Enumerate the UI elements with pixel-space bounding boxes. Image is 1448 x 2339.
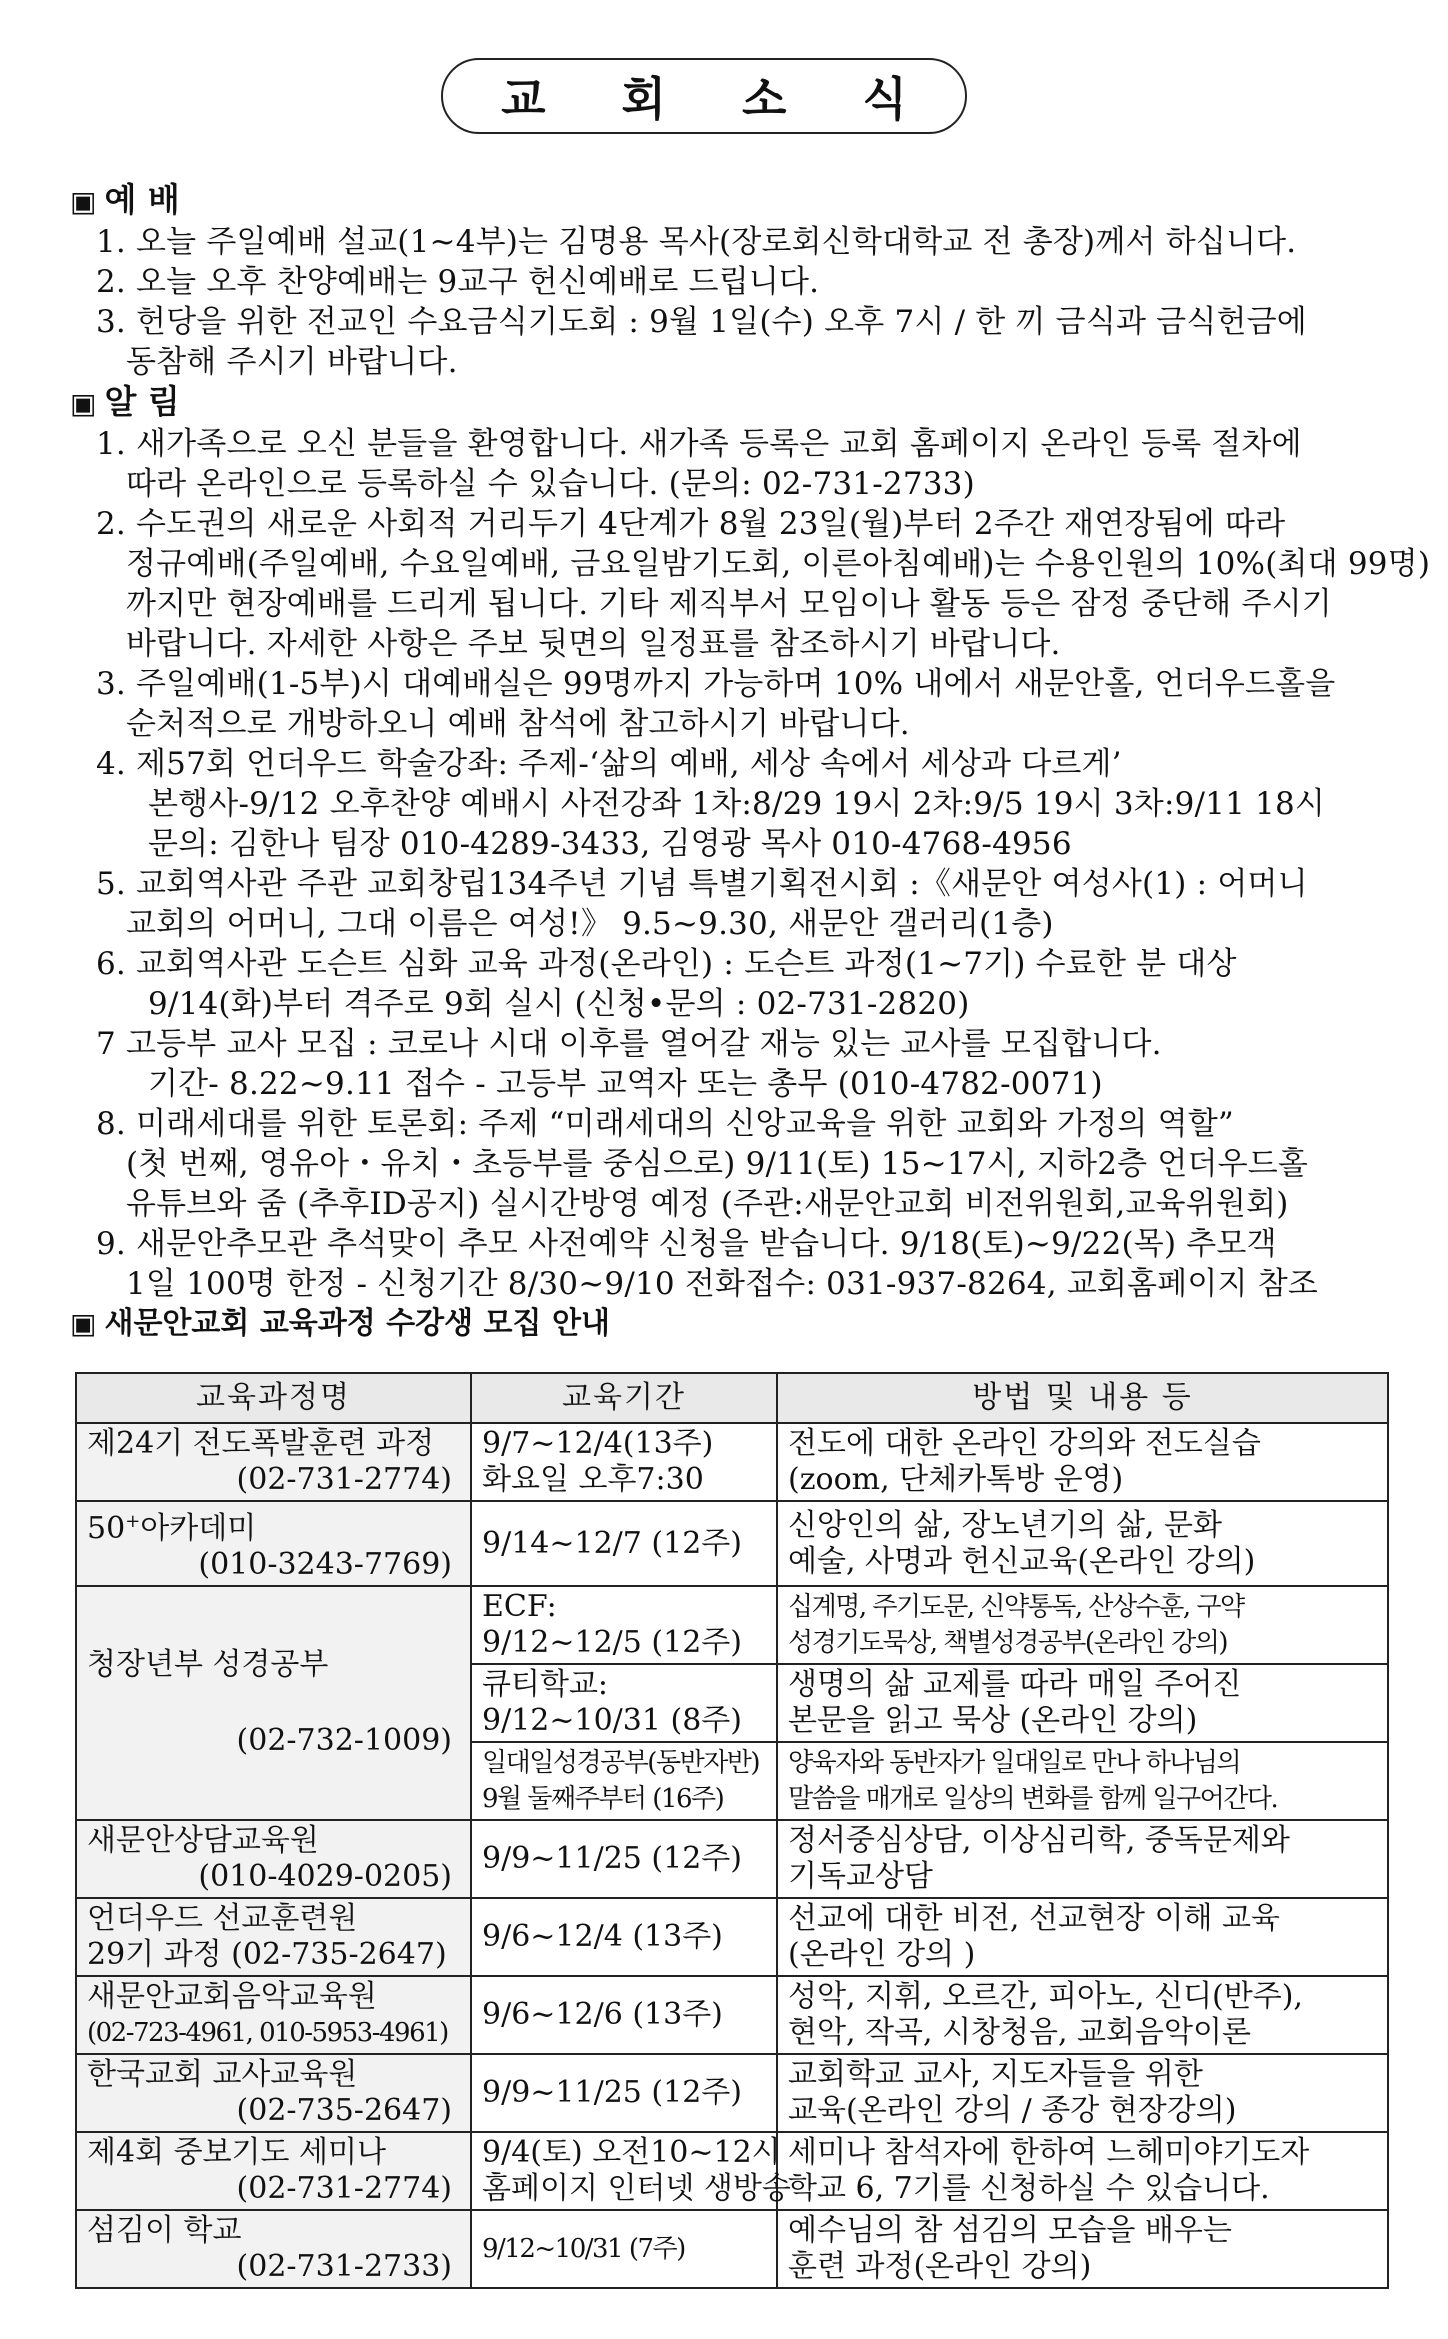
- list-item: [70, 222, 1370, 262]
- table-row: [76, 1820, 1388, 1898]
- cell-line: 9/7~12/4(13주): [482, 1426, 714, 1461]
- course-name-cell: [76, 1976, 471, 2054]
- bulletin-content: [70, 180, 1431, 1344]
- cell-line: 말씀을 매개로 일상의 변화를 함께 일구어간다.: [788, 1784, 1278, 1814]
- course-name: 새문안상담교육원: [87, 1823, 319, 1858]
- item-line: 5. 교회역사관 주관 교회창립134주년 기념 특별기획전시회 :《새문안 여성사(1) : 어머니: [96, 866, 1308, 902]
- item-line: 2. 오늘 오후 찬양예배는 9교구 헌신예배로 드립니다.: [96, 264, 820, 300]
- cell-line: 학교 6, 7기를 신청하실 수 있습니다.: [788, 2171, 1270, 2206]
- table-row: [76, 1976, 1388, 2054]
- course-content-cell: [777, 2054, 1388, 2132]
- cell-line: 성악, 지휘, 오르간, 피아노, 신디(반주),: [788, 1979, 1303, 2014]
- cell-line: 생명의 삶 교제를 따라 매일 주어진: [788, 1667, 1242, 1702]
- course-content-cell: [777, 1976, 1388, 2054]
- item-line: 4. 제57회 언더우드 학술강좌: 주제-‘삶의 예배, 세상 속에서 세상과 다르게’: [96, 746, 1122, 782]
- item-line: (첫 번째, 영유아・유치・초등부를 중심으로) 9/11(토) 15~17시, 지하2층 언더우드홀: [126, 1146, 1309, 1182]
- item-line: 9. 새문안추모관 추석맞이 추모 사전예약 신청을 받습니다. 9/18(토)~9/22(목) 추모객: [96, 1226, 1277, 1262]
- cell-line: 세미나 참석자에 한하여 느헤미야기도자: [788, 2135, 1310, 2170]
- course-name: 제24기 전도폭발훈련 과정: [87, 1426, 435, 1461]
- section-heading-notice: ▣ 알 림: [70, 382, 180, 421]
- item-line: 기간- 8.22~9.11 접수 - 고등부 교역자 또는 총무 (010-4782-0071): [148, 1066, 1103, 1102]
- course-name-cell: [76, 2132, 471, 2210]
- section-heading-education: ▣ 새문안교회 교육과정 수강생 모집 안내: [70, 1306, 610, 1341]
- item-line: 정규예배(주일예배, 수요일예배, 금요일밤기도회, 이른아침예배)는 수용인원의 10%(최대 99명): [126, 546, 1431, 582]
- cell-line: 신앙인의 삶, 장노년기의 삶, 문화: [788, 1507, 1222, 1543]
- item-line: 본행사-9/12 오후찬양 예배시 사전강좌 1차:8/29 19시 2차:9/5 19시 3차:9/11 18시: [148, 786, 1326, 822]
- course-period-cell: [471, 1423, 777, 1501]
- cell-line: 교회학교 교사, 지도자들을 위한: [788, 2057, 1203, 2092]
- course-phone: (02-735-2647): [236, 2093, 452, 2128]
- course-contact: (02-723-4961, 010-5953-4961): [87, 2018, 448, 2048]
- cell-line: (온라인 강의 ): [788, 1937, 976, 1972]
- square-bullet-icon: ▣: [70, 1307, 97, 1340]
- item-line: 3. 헌당을 위한 전교인 수요금식기도회 : 9월 1일(수) 오후 7시 / 한 끼 금식과 금식헌금에: [96, 304, 1307, 340]
- course-phone: (02-732-1009): [236, 1723, 452, 1758]
- header-period: 교육기간: [471, 1373, 777, 1423]
- cell-line: 9월 둘째주부터 (16주): [482, 1784, 724, 1814]
- list-item: [70, 1224, 1370, 1304]
- table-row: [76, 2054, 1388, 2132]
- table-row: [76, 2210, 1388, 2288]
- cell-line: 본문을 읽고 묵상 (온라인 강의): [788, 1703, 1198, 1738]
- item-line: 7 고등부 교사 모집 : 코로나 시대 이후를 열어갈 재능 있는 교사를 모집합니다.: [96, 1026, 1162, 1062]
- list-item: [70, 664, 1370, 744]
- square-bullet-icon: ▣: [70, 387, 97, 420]
- course-name-cell: [76, 2054, 471, 2132]
- table-header-row: [76, 1373, 1388, 1423]
- item-line: 바랍니다. 자세한 사항은 주보 뒷면의 일정표를 참조하시기 바랍니다.: [126, 626, 1061, 662]
- table-row: [76, 1501, 1388, 1586]
- course-name-cell: [76, 1820, 471, 1898]
- table-row: [76, 1898, 1388, 1976]
- list-item: [70, 302, 1370, 382]
- item-line: 9/14(화)부터 격주로 9회 실시 (신청•문의 : 02-731-2820): [148, 986, 970, 1022]
- cell-line: 9/4(토) 오전10~12시: [482, 2135, 781, 2170]
- header-course-name: 교육과정명: [76, 1373, 471, 1423]
- cell-line: 9/12~10/31 (7주): [482, 2234, 685, 2264]
- header-content: 방법 및 내용 등: [777, 1373, 1388, 1423]
- course-phone: (010-3243-7769): [198, 1547, 452, 1582]
- cell-line: 훈련 과정(온라인 강의): [788, 2249, 1092, 2284]
- course-name: 한국교회 교사교육원: [87, 2057, 358, 2092]
- list-item: [70, 262, 1370, 302]
- course-content-cell: [777, 1664, 1388, 1742]
- item-line: 교회의 어머니, 그대 이름은 여성!》 9.5~9.30, 새문안 갤러리(1층): [126, 906, 1054, 942]
- course-name-cell: [76, 1423, 471, 1501]
- course-period-cell: [471, 1586, 777, 1664]
- item-line: 유튜브와 줌 (추후ID공지) 실시간방영 예정 (주관:새문안교회 비전위원회,교육위원회): [126, 1186, 1289, 1222]
- course-content-cell: [777, 1586, 1388, 1664]
- cell-line: 예술, 사명과 헌신교육(온라인 강의): [788, 1543, 1256, 1579]
- cell-line: (zoom, 단체카톡방 운영): [788, 1462, 1124, 1497]
- page-title: 교 회 소 식: [501, 72, 937, 126]
- list-item: [70, 944, 1370, 1024]
- cell-line: 일대일성경공부(동반자반): [482, 1748, 760, 1778]
- list-item: [70, 1104, 1370, 1224]
- title-banner: [441, 58, 967, 134]
- list-item: [70, 424, 1370, 504]
- cell-line: 9/9~11/25 (12주): [482, 1841, 742, 1876]
- cell-line: 성경기도묵상, 책별성경공부(온라인 강의): [788, 1628, 1228, 1658]
- cell-line: 9/6~12/4 (13주): [482, 1919, 723, 1954]
- course-phone: (010-4029-0205): [198, 1859, 452, 1894]
- item-line: 까지만 현장예배를 드리게 됩니다. 기타 제직부서 모임이나 활동 등은 잠정 중단해 주시기: [126, 586, 1332, 622]
- cell-line: 선교에 대한 비전, 선교현장 이해 교육: [788, 1901, 1280, 1936]
- table-row: [76, 1423, 1388, 1501]
- course-name-cell: [76, 1501, 471, 1586]
- course-period-cell: [471, 1976, 777, 2054]
- item-line: 1. 새가족으로 오신 분들을 환영합니다. 새가족 등록은 교회 홈페이지 온라인 등록 절차에: [96, 426, 1302, 462]
- cell-line: 화요일 오후7:30: [482, 1462, 704, 1497]
- cell-line: 9/14~12/7 (12주): [482, 1525, 742, 1561]
- course-name-cell: [76, 2210, 471, 2288]
- course-name: 청장년부 성경공부: [87, 1647, 329, 1682]
- item-line: 2. 수도권의 새로운 사회적 거리두기 4단계가 8월 23일(월)부터 2주간 재연장됨에 따라: [96, 506, 1286, 542]
- notice-list: [70, 424, 1431, 1304]
- course-content-cell: [777, 2210, 1388, 2288]
- course-phone: (02-731-2774): [236, 1462, 452, 1497]
- item-line: 1일 100명 한정 - 신청기간 8/30~9/10 전화접수: 031-937-8264, 교회홈페이지 참조: [126, 1266, 1319, 1302]
- table-row: [76, 2132, 1388, 2210]
- course-period-cell: [471, 2132, 791, 2210]
- cell-line: 홈페이지 인터넷 생방송: [482, 2171, 791, 2206]
- course-period-cell: [471, 1664, 777, 1742]
- course-phone: (02-731-2733): [236, 2249, 452, 2284]
- cell-line: 9/12~10/31 (8주): [482, 1703, 742, 1738]
- worship-list: [70, 222, 1370, 382]
- course-content-cell: [777, 1742, 1388, 1820]
- item-line: 6. 교회역사관 도슨트 심화 교육 과정(온라인) : 도슨트 과정(1~7기) 수료한 분 대상: [96, 946, 1237, 982]
- item-line: 문의: 김한나 팀장 010-4289-3433, 김영광 목사 010-4768-4956: [148, 826, 1072, 862]
- course-name: 50+아카데미: [87, 1511, 257, 1546]
- course-name: 언더우드 선교훈련원: [87, 1901, 358, 1936]
- item-line: 8. 미래세대를 위한 토론회: 주제 “미래세대의 신앙교육을 위한 교회와 가정의 역할”: [96, 1106, 1234, 1142]
- cell-line: 9/6~12/6 (13주): [482, 1997, 723, 2032]
- course-period-cell: [471, 2054, 777, 2132]
- course-content-cell: [777, 1820, 1388, 1898]
- list-item: [70, 864, 1370, 944]
- course-name-cell: [76, 1586, 471, 1820]
- section-heading-worship: ▣ 예 배: [70, 180, 180, 219]
- course-content-cell: [777, 2132, 1388, 2210]
- cell-line: 십계명, 주기도문, 신약통독, 산상수훈, 구약: [788, 1592, 1244, 1622]
- item-line: 따라 온라인으로 등록하실 수 있습니다. (문의: 02-731-2733): [126, 466, 975, 502]
- course-name-cell: [76, 1898, 471, 1976]
- course-content-cell: [777, 1501, 1388, 1586]
- cell-line: 양육자와 동반자가 일대일로 만나 하나님의: [788, 1748, 1241, 1778]
- square-bullet-icon: ▣: [70, 185, 97, 218]
- cell-line: 정서중심상담, 이상심리학, 중독문제와: [788, 1823, 1290, 1858]
- cell-line: ECF:: [482, 1589, 557, 1624]
- cell-line: 기독교상담: [788, 1859, 933, 1894]
- course-content-cell: [777, 1423, 1388, 1501]
- course-content-cell: [777, 1898, 1388, 1976]
- course-name: 새문안교회음악교육원: [87, 1979, 377, 2014]
- list-item: [70, 504, 1431, 664]
- cell-line: 전도에 대한 온라인 강의와 전도실습: [788, 1426, 1261, 1461]
- course-contact: 29기 과정 (02-735-2647): [87, 1937, 447, 1972]
- table-row: [76, 1586, 1388, 1664]
- course-period-cell: [471, 1742, 777, 1820]
- course-period-cell: [471, 1820, 777, 1898]
- list-item: [70, 1024, 1370, 1104]
- item-line: 동참해 주시기 바랍니다.: [126, 344, 458, 380]
- item-line: 3. 주일예배(1-5부)시 대예배실은 99명까지 가능하며 10% 내에서 새문안홀, 언더우드홀을: [96, 666, 1336, 702]
- list-item: [70, 744, 1370, 864]
- item-line: 1. 오늘 주일예배 설교(1~4부)는 김명용 목사(장로회신학대학교 전 총장)께서 하십니다.: [96, 224, 1297, 260]
- cell-line: 9/9~11/25 (12주): [482, 2075, 742, 2110]
- course-table: [75, 1372, 1389, 2289]
- course-period-cell: [471, 2210, 777, 2288]
- cell-line: 예수님의 참 섬김의 모습을 배우는: [788, 2213, 1232, 2248]
- cell-line: 큐티학교:: [482, 1667, 609, 1702]
- course-name: 제4회 중보기도 세미나: [87, 2135, 386, 2170]
- course-phone: (02-731-2774): [236, 2171, 452, 2206]
- course-period-cell: [471, 1501, 777, 1586]
- cell-line: 9/12~12/5 (12주): [482, 1625, 742, 1660]
- course-period-cell: [471, 1898, 777, 1976]
- cell-line: 교육(온라인 강의 / 종강 현장강의): [788, 2093, 1237, 2128]
- item-line: 순처적으로 개방하오니 예배 참석에 참고하시기 바랍니다.: [126, 706, 910, 742]
- cell-line: 현악, 작곡, 시창청음, 교회음악이론: [788, 2015, 1251, 2050]
- course-name: 섬김이 학교: [87, 2213, 242, 2248]
